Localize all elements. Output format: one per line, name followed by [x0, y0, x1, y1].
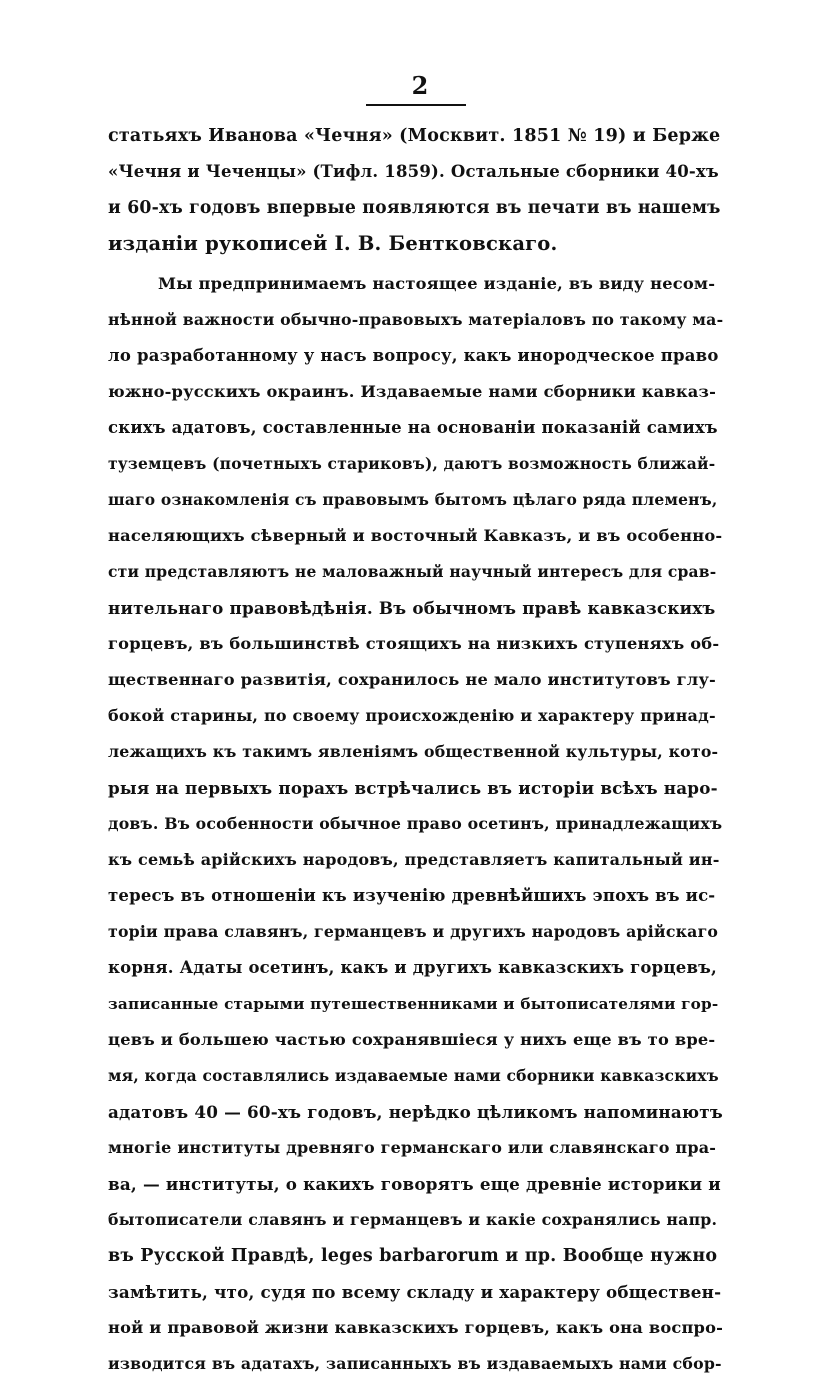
- text-line: изводится въ адатахъ, записанныхъ въ издаваемыхъ нами сбор-: [108, 1354, 722, 1373]
- body-text: [108, 118, 724, 1382]
- text-line: рыя на первыхъ порахъ встрѣчались въ исторiи всѣхъ наро-: [108, 778, 718, 798]
- text-line: ва, — институты, о какихъ говорятъ еще древнiе историки и: [108, 1174, 721, 1194]
- text-line: и 60-хъ годовъ впервые появляются въ печати въ нашемъ: [108, 198, 721, 218]
- text-line: нѣнной важности обычно-правовыхъ матерiаловъ по такому ма-: [108, 310, 724, 329]
- text-line: ло разработанному у насъ вопросу, какъ инородческое право: [108, 346, 719, 365]
- text-line: лежащихъ къ такимъ явленiямъ общественной культуры, кото-: [108, 742, 719, 761]
- text-line: статьяхъ Иванова «Чечня» (Москвит. 1851 № 19) и Берже: [108, 126, 721, 146]
- text-line: сти представляютъ не маловажный научный интересъ для срав-: [108, 562, 717, 581]
- text-line: нительнаго правовѣдѣнiя. Въ обычномъ правѣ кавказскихъ: [108, 598, 716, 618]
- text-line: ной и правовой жизни кавказскихъ горцевъ, какъ она воспро-: [108, 1318, 724, 1337]
- page-number: 2: [411, 71, 429, 100]
- text-line: записанные старыми путешественниками и бытописателями гор-: [108, 995, 719, 1013]
- text-line: бытописатели славянъ и германцевъ и какiе сохранялись напр.: [108, 1210, 718, 1229]
- text-line: «Чечня и Чеченцы» (Тифл. 1859). Остальные сборники 40-хъ: [108, 162, 719, 181]
- text-line: въ Русской Правдѣ, leges barbarorum и пр. Вообще нужно: [108, 1246, 718, 1266]
- text-line: шаго ознакомленiя съ правовымъ бытомъ цѣлаго ряда племенъ,: [108, 490, 718, 509]
- text-line: довъ. Въ особенности обычное право осетинъ, принадлежащихъ: [108, 814, 723, 833]
- text-line: бокой старины, по своему происхожденiю и характеру принад-: [108, 706, 716, 725]
- paragraph-1: [108, 118, 721, 262]
- text-line: мя, когда составлялись издаваемые нами сборники кавказскихъ: [108, 1066, 719, 1085]
- text-line: изданiи рукописей I. В. Бентковскаго.: [108, 232, 558, 255]
- text-line: корня. Адаты осетинъ, какъ и другихъ кавказскихъ горцевъ,: [108, 958, 717, 977]
- text-line: южно-русскихъ окраинъ. Издаваемые нами сборники кавказ-: [108, 382, 717, 401]
- text-line: туземцевъ (почетныхъ стариковъ), даютъ возможность ближай-: [108, 454, 716, 473]
- text-line: замѣтить, что, судя по всему складу и характеру обществен-: [108, 1282, 722, 1302]
- text-line: къ семьѣ арiйскихъ народовъ, представляетъ капитальный ин-: [108, 850, 720, 869]
- text-line: населяющихъ сѣверный и восточный Кавказъ, и въ особенно-: [108, 526, 723, 545]
- text-line: тересъ въ отношенiи къ изученiю древнѣйшихъ эпохъ въ ис-: [108, 886, 716, 905]
- text-line: торiи права славянъ, германцевъ и другихъ народовъ арiйскаго: [108, 922, 719, 941]
- paragraph-2: [108, 266, 724, 1382]
- text-line: цевъ и большею частью сохранявшiеся у нихъ еще въ то вре-: [108, 1030, 716, 1049]
- text-line: щественнаго развитiя, сохранилось не мало институтовъ глу-: [108, 670, 716, 689]
- text-line: Мы предпринимаемъ настоящее изданiе, въ виду несом-: [158, 274, 716, 293]
- text-line: многiе институты древняго германскаго или славянскаго пра-: [108, 1138, 717, 1157]
- page-number-rule: [366, 104, 466, 106]
- text-line: скихъ адатовъ, составленные на основанiи показанiй самихъ: [108, 418, 718, 437]
- text-line: адатовъ 40 — 60-хъ годовъ, нерѣдко цѣликомъ напоминаютъ: [108, 1102, 723, 1122]
- text-line: горцевъ, въ большинствѣ стоящихъ на низкихъ ступеняхъ об-: [108, 634, 720, 653]
